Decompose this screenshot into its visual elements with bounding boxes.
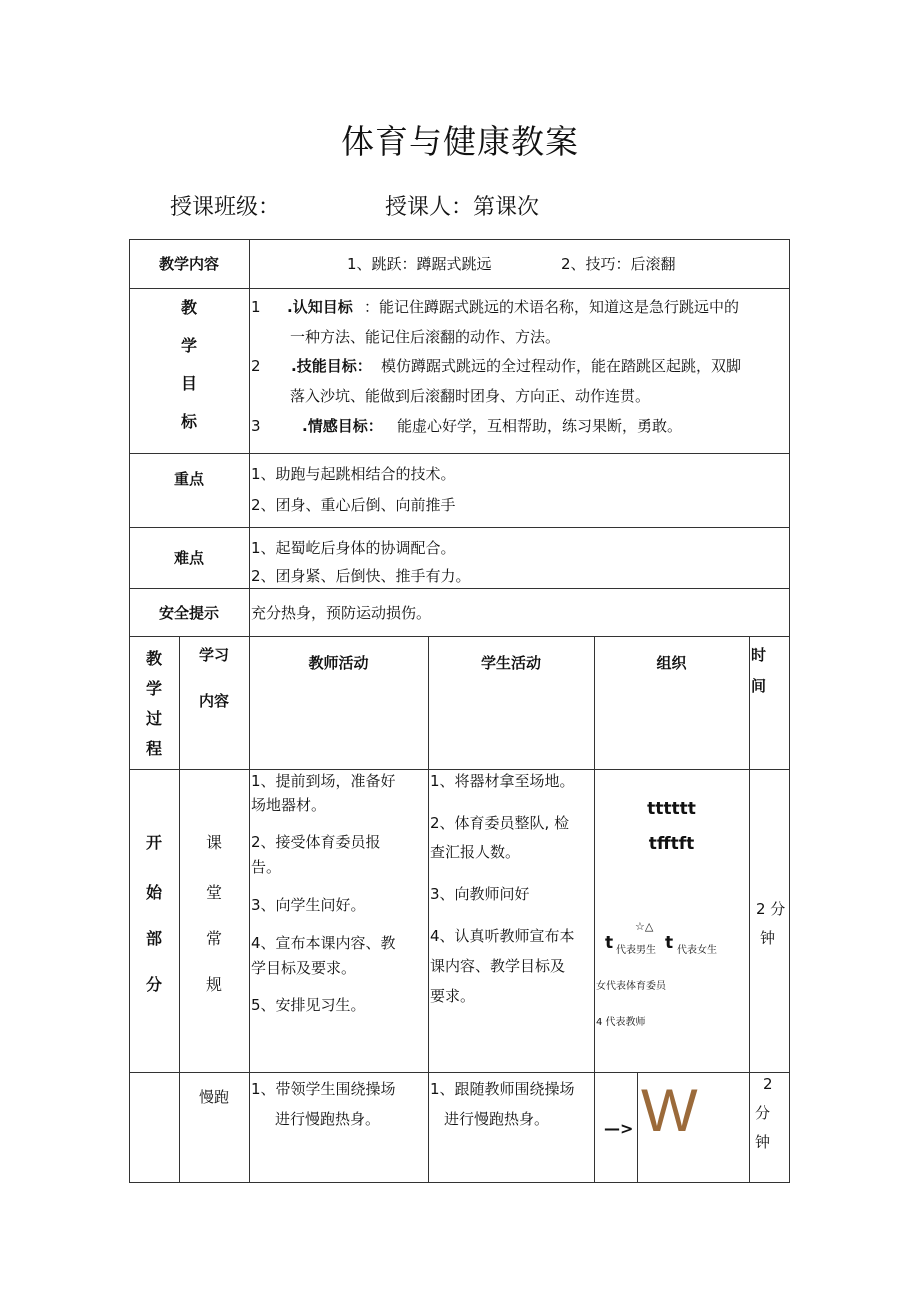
key-point-1: 1、助跑与起跳相结合的技术。	[251, 465, 456, 483]
start-phase-char: 始	[145, 883, 162, 902]
start-phase-char: 分	[145, 975, 162, 994]
col-divider	[749, 636, 750, 1072]
col-divider	[249, 636, 250, 1183]
jog-route-letter: W	[641, 1077, 698, 1144]
row-divider	[129, 288, 790, 289]
org-symbols: ☆△	[635, 920, 654, 933]
key-points-label: 重点	[173, 470, 204, 488]
start-phase-char: 部	[145, 929, 162, 948]
objectives-label-char: 目	[180, 374, 197, 393]
teacher-label: 授课人：第课次	[385, 195, 540, 220]
start-student-line: 要求。	[430, 987, 476, 1005]
org-formation-row-1: tttttt	[647, 799, 696, 819]
objective-1-line2: 一种方法、能记住后滚翻的动作、方法。	[290, 328, 561, 346]
jog-content-label: 慢跑	[198, 1088, 229, 1106]
process-label-char: 程	[145, 739, 162, 758]
row-divider	[129, 527, 790, 528]
process-label-char: 过	[145, 709, 162, 728]
safety-text: 充分热身，预防运动损伤。	[251, 604, 432, 622]
start-content-char: 常	[205, 929, 222, 948]
objectives-label-char: 标	[180, 412, 197, 431]
start-student-line: 2、体育委员整队, 检	[430, 814, 570, 832]
start-student-line: 查汇报人数。	[430, 843, 521, 861]
student-activity-header: 学生活动	[480, 654, 541, 672]
jog-teacher-line: 1、带领学生围绕操场	[251, 1080, 396, 1098]
row-divider	[129, 1072, 790, 1073]
class-label: 授课班级：	[170, 195, 281, 220]
col-divider	[249, 239, 250, 636]
col-divider	[749, 1072, 750, 1183]
page-title: 体育与健康教案	[341, 122, 579, 161]
process-label	[139, 646, 169, 766]
start-teacher-line: 场地器材。	[251, 796, 327, 814]
table-border-top	[129, 239, 790, 240]
content-label: 教学内容	[158, 255, 219, 273]
table-border-bottom	[129, 1182, 790, 1183]
start-teacher-line: 3、向学生问好。	[251, 896, 366, 914]
learning-content-header-2: 内容	[198, 692, 229, 710]
start-time-2: 钟	[760, 929, 776, 947]
start-student-line: 1、将器材拿至场地。	[430, 772, 575, 790]
objective-3-title: .情感目标：	[302, 417, 383, 435]
legend-teacher: 4 代表教师	[596, 1017, 646, 1028]
safety-label: 安全提示	[158, 604, 219, 622]
key-point-2: 2、团身、重心后倒、向前推手	[251, 496, 456, 514]
objectives-label-char: 学	[180, 336, 197, 355]
objective-1-line1: ：能记住蹲踞式跳远的术语名称，知道这是急行跳远中的	[364, 298, 740, 316]
legend-female-symbol: t	[665, 933, 674, 953]
row-divider	[129, 769, 790, 770]
start-student-line: 4、认真听教师宣布本	[430, 927, 575, 945]
org-formation-row-2: tfftft	[648, 834, 695, 854]
process-label-char: 教	[145, 649, 162, 668]
col-divider	[428, 636, 429, 1183]
objective-2-title: .技能目标：	[291, 357, 372, 375]
start-teacher-line: 5、安排见习生。	[251, 996, 366, 1014]
objective-1-title: .认知目标	[287, 298, 353, 316]
objectives-label	[174, 294, 204, 446]
lesson-plan-table	[129, 239, 790, 1183]
time-header-2: 间	[751, 677, 767, 695]
table-border-left	[129, 239, 130, 1183]
jog-student-line: 进行慢跑热身。	[444, 1110, 550, 1128]
row-divider	[129, 636, 790, 637]
difficulties-label: 难点	[173, 549, 204, 567]
col-divider	[637, 1072, 638, 1183]
jog-time-3: 钟	[755, 1133, 771, 1151]
objective-2-number: 2	[251, 357, 261, 375]
start-teacher-line: 2、接受体育委员报	[251, 833, 381, 851]
content-item-2: 2、技巧：后滚翻	[561, 255, 676, 273]
start-teacher-line: 告。	[251, 858, 282, 876]
start-content-label	[199, 830, 229, 1018]
row-divider	[129, 453, 790, 454]
jog-time-1: 2	[763, 1075, 773, 1093]
start-phase-label	[139, 830, 169, 1018]
objectives-label-char: 教	[180, 298, 197, 317]
start-student-line: 课内容、教学目标及	[430, 957, 566, 975]
legend-female-text: 代表女生	[677, 945, 717, 956]
start-student-line: 3、向教师问好	[430, 885, 530, 903]
start-content-char: 规	[205, 975, 222, 994]
start-teacher-line: 1、提前到场，准备好	[251, 772, 396, 790]
start-time-1: 2 分	[756, 900, 786, 918]
start-teacher-line: 学目标及要求。	[251, 959, 357, 977]
start-content-char: 课	[205, 833, 222, 852]
time-header-1: 时	[751, 646, 767, 664]
teacher-activity-header: 教师活动	[308, 654, 369, 672]
start-teacher-line: 4、宣布本课内容、教	[251, 934, 396, 952]
legend-male-text: 代表男生	[616, 945, 656, 956]
objective-1-number: 1	[251, 298, 261, 316]
difficulty-1: 1、起蜀屹后身体的协调配合。	[251, 539, 456, 557]
jog-time-2: 分	[755, 1104, 771, 1122]
direction-arrow: —>	[604, 1119, 634, 1138]
organization-header: 组织	[656, 654, 687, 672]
legend-committee: 女代表体育委员	[596, 981, 666, 992]
objective-3-number: 3	[251, 417, 261, 435]
learning-content-header-1: 学习	[198, 646, 229, 664]
col-divider	[594, 636, 595, 1183]
legend-male-symbol: t	[605, 933, 614, 953]
start-phase-char: 开	[145, 833, 162, 852]
jog-student-line: 1、跟随教师围绕操场	[430, 1080, 575, 1098]
objective-2-line2: 落入沙坑、能做到后滚翻时团身、方向正、动作连贯。	[290, 387, 651, 405]
objective-3-line1: 能虚心好学，互相帮助，练习果断，勇敢。	[397, 417, 683, 435]
jog-teacher-line: 进行慢跑热身。	[275, 1110, 381, 1128]
content-item-1: 1、跳跃：蹲踞式跳远	[347, 255, 492, 273]
process-label-char: 学	[145, 679, 162, 698]
difficulty-2: 2、团身紧、后倒快、推手有力。	[251, 567, 471, 585]
start-content-char: 堂	[205, 883, 222, 902]
objective-2-line1: 模仿蹲踞式跳远的全过程动作，能在踏跳区起跳，双脚	[381, 357, 742, 375]
row-divider	[129, 588, 790, 589]
table-border-right	[789, 239, 790, 1183]
